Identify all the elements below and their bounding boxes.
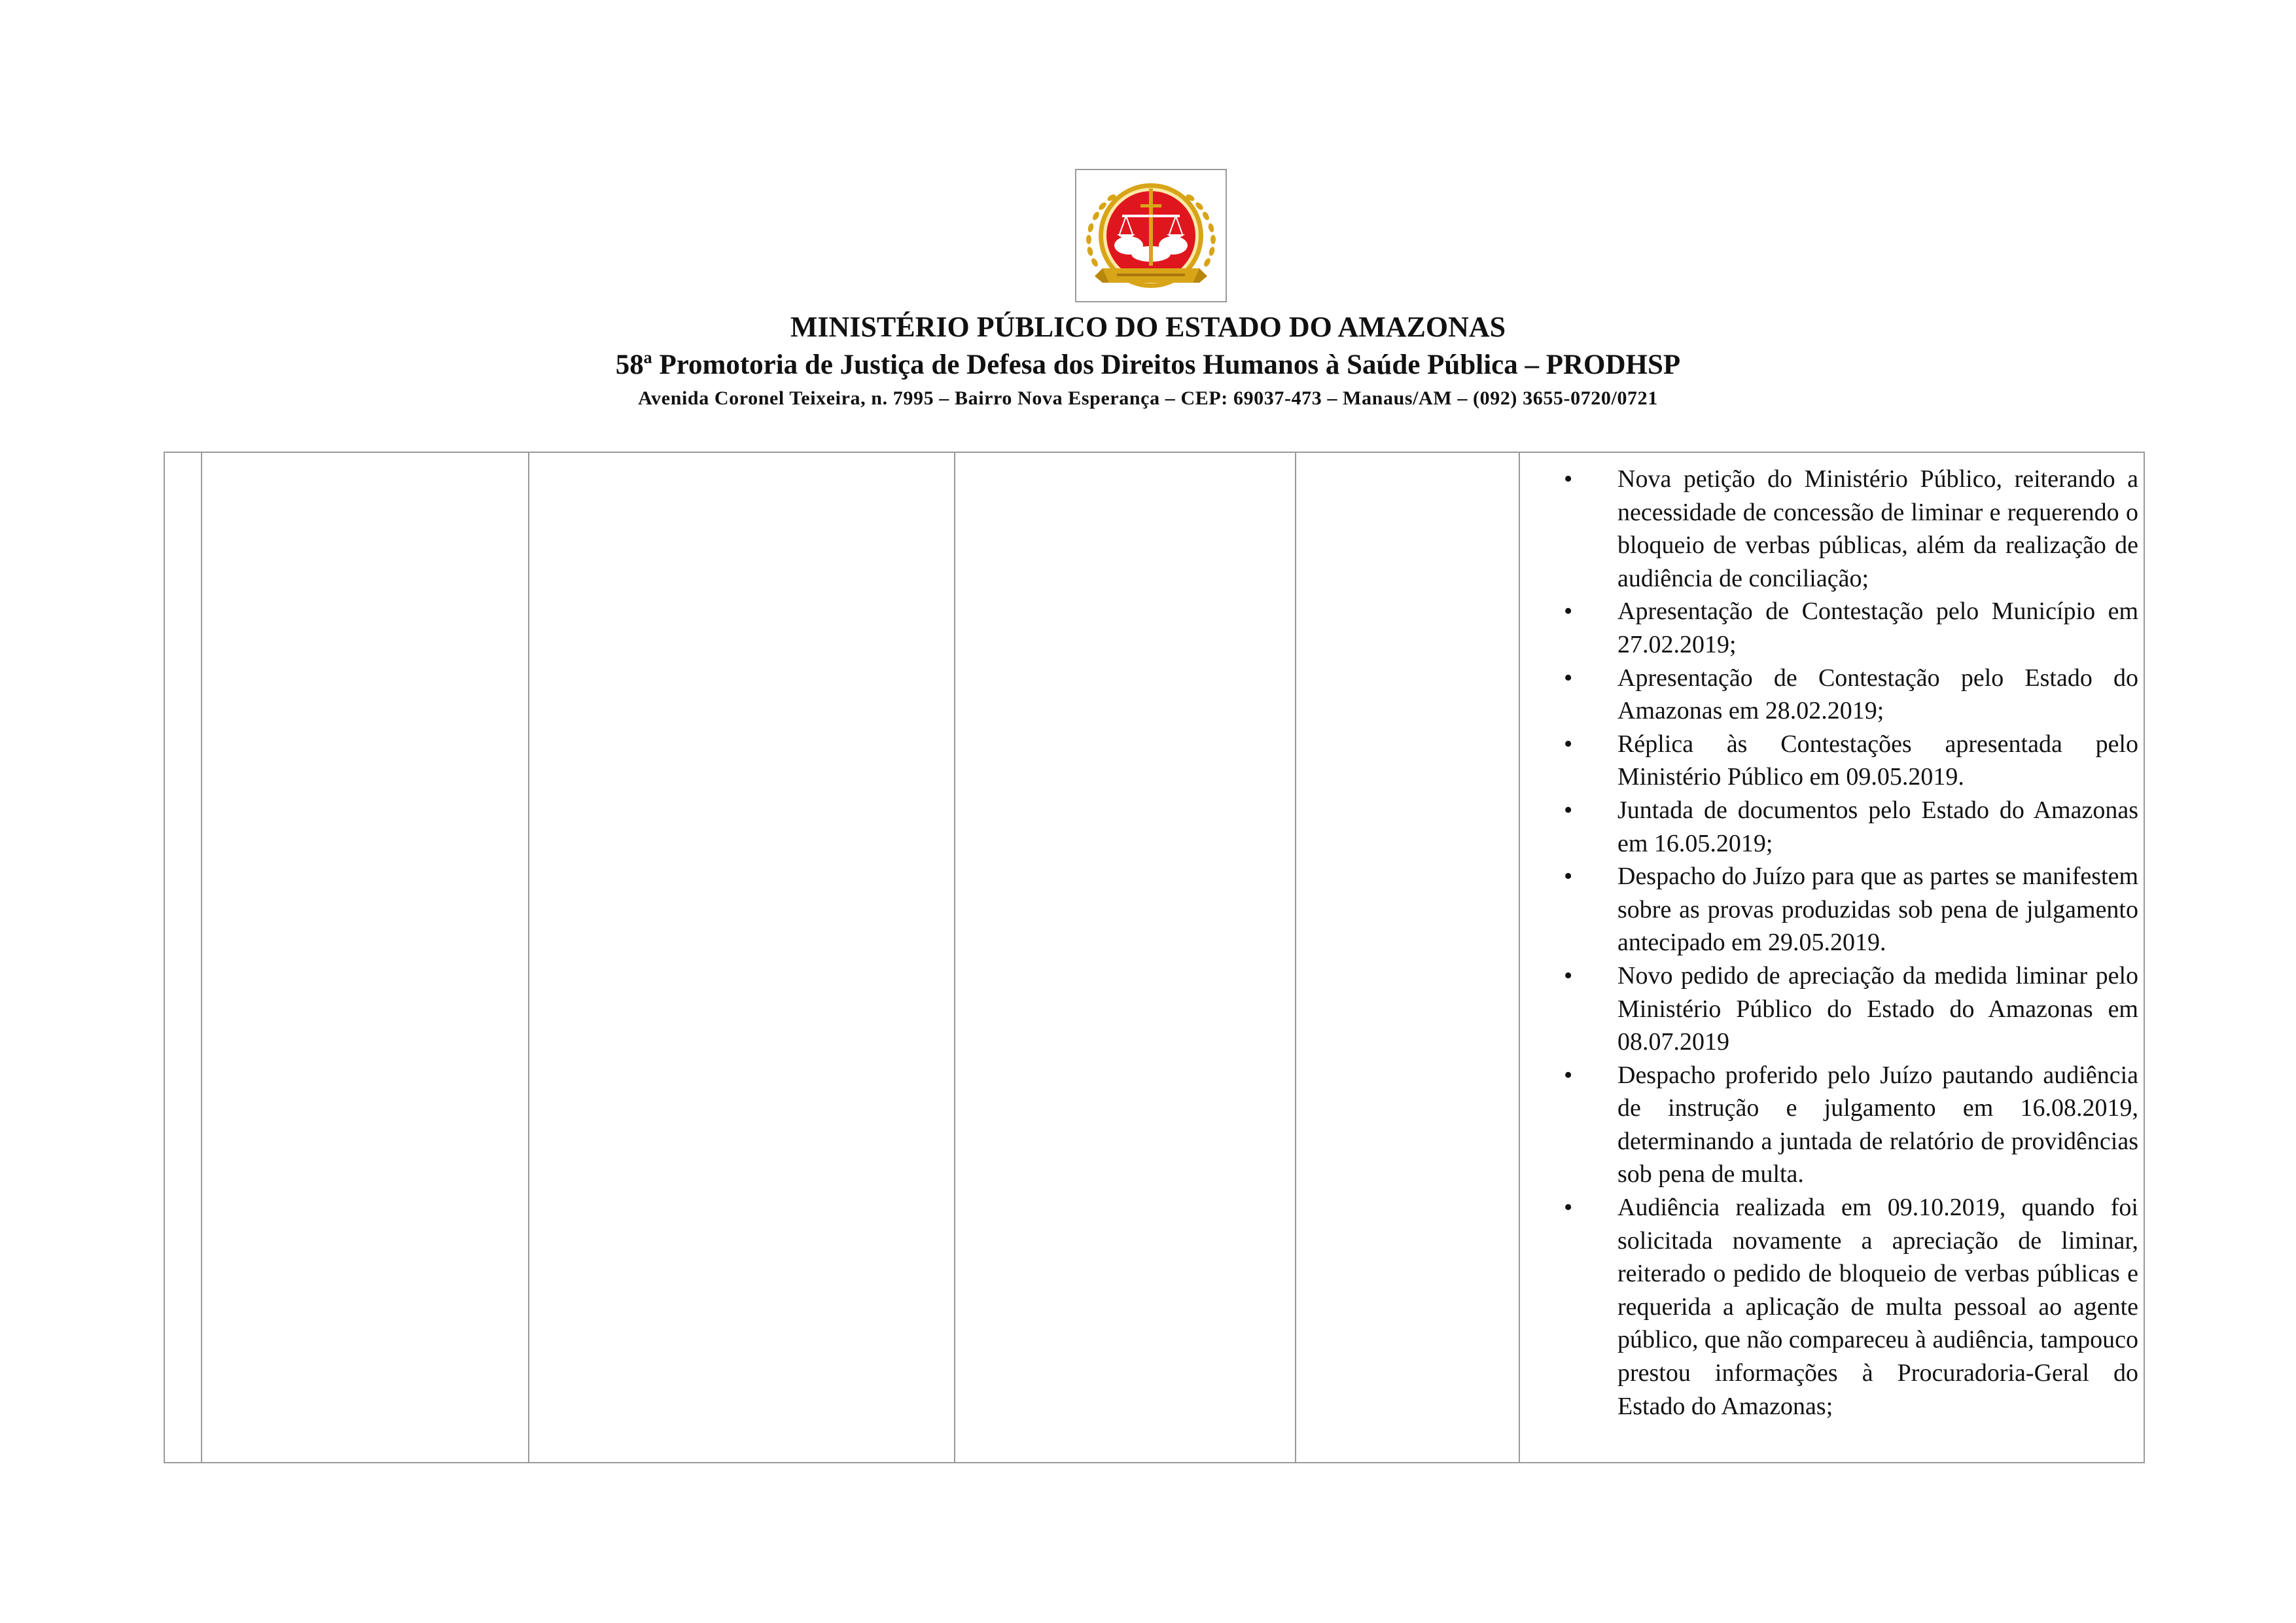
bullet: •: [1564, 465, 1573, 493]
column-divider: [528, 453, 529, 1462]
list-item-text: Novo pedido de apreciação da medida liminar pelo Ministério Público do Estado do Amazonas em 08.07.2019: [1617, 961, 2138, 1056]
list-item-text: Apresentação de Contestação pelo Município em 27.02.2019;: [1617, 597, 2138, 658]
address-line: Avenida Coronel Teixeira, n. 7995 – Bairro Nova Esperança – CEP: 69037-473 – Manaus/AM – (092) 3655-0720/0721: [638, 387, 1658, 409]
institution-title: MINISTÉRIO PÚBLICO DO ESTADO DO AMAZONAS: [790, 311, 1506, 343]
list-item: [1564, 1191, 2142, 1423]
list-item-text: Juntada de documentos pelo Estado do Amazonas em 16.05.2019;: [1617, 796, 2138, 857]
bullet: •: [1564, 664, 1573, 692]
list-item-text: Réplica às Contestações apresentada pelo Ministério Público em 09.05.2019.: [1617, 730, 2138, 791]
seal-scales-of-justice-icon: [1076, 170, 1226, 301]
bullet: •: [1564, 863, 1573, 891]
bullet: •: [1564, 730, 1573, 758]
column-divider: [201, 453, 202, 1462]
list-item: [1564, 860, 2142, 959]
list-item: [1564, 959, 2142, 1059]
list-item: [1564, 463, 2142, 595]
list-item-text: Nova petição do Ministério Público, reiterando a necessidade de concessão de liminar e requerendo o bloqueio de verbas públicas, além da realização de audiência de conciliação;: [1617, 465, 2138, 592]
column-divider: [954, 453, 955, 1462]
list-item: [1564, 595, 2142, 661]
bullet: •: [1564, 796, 1573, 824]
list-item-text: Despacho do Juízo para que as partes se manifestem sobre as provas produzidas sob pena de julgamento antecipado em 29.05.2019.: [1617, 863, 2138, 957]
list-item: [1564, 794, 2142, 860]
list-item-text: Audiência realizada em 09.10.2019, quando foi solicitada novamente a apreciação de liminar, reiterado o pedido de bloqueio de verbas públicas e requerida a aplicação de multa pessoal ao agente público, que não compareceu à audiência, tampouco prestou informações à Procuradoria-Geral do Estado do Amazonas;: [1617, 1194, 2138, 1420]
list-item: [1564, 728, 2142, 794]
proceedings-list: [1564, 463, 2142, 1423]
list-item-text: Apresentação de Contestação pelo Estado do Amazonas em 28.02.2019;: [1617, 664, 2138, 725]
bullet: •: [1564, 1194, 1573, 1222]
list-item: [1564, 662, 2142, 728]
column-divider: [1295, 453, 1296, 1462]
department-subtitle: 58ª Promotoria de Justiça de Defesa dos Direitos Humanos à Saúde Pública – PRODHSP: [615, 349, 1681, 380]
list-item: [1564, 1059, 2142, 1191]
logo-frame: [1075, 169, 1227, 302]
bullet: •: [1564, 597, 1573, 626]
bullet: •: [1564, 1061, 1573, 1089]
list-item-text: Despacho proferido pelo Juízo pautando audiência de instrução e julgamento em 16.08.2019, determinando a juntada de relatório de providências sob pena de multa.: [1617, 1061, 2138, 1188]
bullet: •: [1564, 961, 1573, 990]
column-divider: [1519, 453, 1520, 1462]
proceedings-table: [164, 452, 2145, 1463]
